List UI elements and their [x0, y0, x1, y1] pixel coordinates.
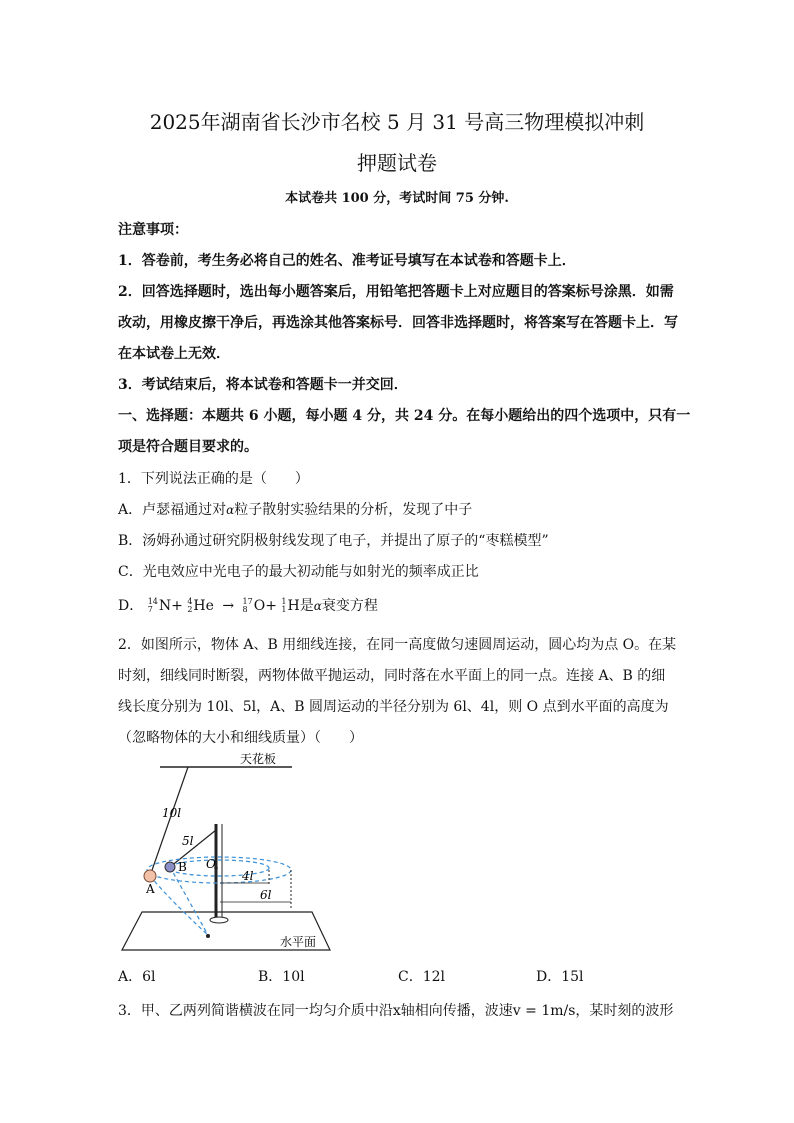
nuclide-he: He [193, 598, 214, 614]
alpha-symbol: α [313, 599, 322, 613]
q1-option-d-label: D． [118, 598, 144, 614]
q3-stem-line1: 3．甲、乙两列简谐横波在同一均匀介质中沿x轴相向传播，波速v = 1m/s，某时刻的波形 [118, 1003, 674, 1019]
q2-stem-line2: 时刻，细线同时断裂，两物体做平抛运动，同时落在水平面上的同一点。连接 A、B 的细 [118, 668, 666, 684]
ball-a [144, 870, 156, 882]
notes-item-3: 3．考试结束后，将本试卷和答题卡一并交回． [118, 377, 408, 393]
atomic-number: 8 [242, 605, 248, 614]
q1-option-d-is: 是 [299, 598, 314, 614]
q1-option-a [118, 499, 472, 519]
ceiling-label: 天花板 [240, 752, 277, 766]
reaction-arrow: → [222, 598, 235, 614]
notes-item-1: 1．答卷前，考生务必将自己的姓名、准考证号填写在本试卷和答题卡上． [118, 253, 576, 269]
notes-heading: 注意事项： [118, 222, 188, 238]
q1-option-d [118, 595, 378, 615]
notes-item-2-line2: 改动，用橡皮擦干净后，再选涂其他答案标号．回答非选择题时，将答案写在答题卡上．写 [118, 315, 678, 331]
pole-base [210, 917, 228, 923]
section1-heading-line2: 项是符合题目要求的。 [118, 439, 258, 455]
mass-number: 14 [147, 597, 158, 606]
center-o-label: O [206, 857, 216, 871]
nuclide-he-indices [187, 598, 192, 614]
notes-item-2-line1: 2．回答选择题时，选出每小题答案后，用铅笔把答题卡上对应题目的答案标号涂黑．如需 [118, 284, 674, 300]
nuclide-n-indices [148, 598, 158, 614]
landing-point [206, 934, 210, 938]
string-b-length: 5l [182, 834, 194, 848]
nuclide-o-indices [243, 598, 253, 614]
q2-choice-a: A．6l [118, 969, 156, 985]
alpha-symbol: α [226, 503, 235, 517]
nuclide-h-indices [281, 598, 286, 614]
nuclide-o: O+ [253, 598, 277, 614]
mass-number: 17 [242, 597, 253, 606]
q1-option-a-pre: A．卢瑟福通过对 [118, 502, 227, 518]
ball-b [165, 862, 175, 872]
mass-number: 4 [187, 597, 193, 606]
string-a-length: 10l [162, 806, 182, 820]
nuclide-n: N+ [158, 598, 183, 614]
notes-item-2-line3: 在本试卷上无效． [118, 346, 230, 362]
nuclide-h: H [287, 598, 300, 614]
section1-heading-line1: 一、选择题：本题共 6 小题，每小题 4 分，共 24 分。在每小题给出的四个选项中，只有一 [118, 408, 691, 424]
q1-stem: 1．下列说法正确的是（ ） [118, 471, 309, 487]
ball-a-label: A [146, 882, 155, 896]
q2-stem-line4: （忽略物体的大小和细线质量）（ ） [118, 730, 363, 746]
atomic-number: 2 [187, 605, 193, 614]
q2-stem-line1: 2．如图所示，物体 A、B 用细线连接，在同一高度做匀速圆周运动，圆心均为点 O。在某 [118, 637, 677, 653]
q2-figure [112, 752, 352, 962]
radius-b-label: 4l [242, 869, 254, 883]
exam-subtitle: 本试卷共 100 分，考试时间 75 分钟. [285, 191, 509, 206]
q2-stem-line3: 线长度分别为 10l、5l，A、B 圆周运动的半径分别为 6l、4l，则 O 点到水平面的高度为 [118, 699, 669, 715]
exam-title-line1: 2025年湖南省长沙市名校 5 月 31 号高三物理模拟冲刺 [149, 110, 645, 134]
exam-title-line2: 押题试卷 [357, 151, 437, 175]
ball-b-label: B [178, 860, 187, 874]
atomic-number: 1 [281, 605, 287, 614]
ground-label: 水平面 [280, 935, 317, 949]
q1-option-b: B．汤姆孙通过研究阴极射线发现了电子，并提出了原子的“枣糕模型” [118, 533, 549, 549]
mass-number: 1 [281, 597, 287, 606]
q1-option-a-post: 粒子散射实验结果的分析，发现了中子 [234, 502, 473, 518]
radius-a-label: 6l [260, 888, 272, 902]
q2-choice-d: D．15l [536, 969, 584, 985]
q2-choice-b: B．10l [258, 969, 305, 985]
atomic-number: 7 [147, 605, 153, 614]
q1-option-d-post: 衰变方程 [321, 598, 378, 614]
q1-option-c: C．光电效应中光电子的最大初动能与如射光的频率成正比 [118, 564, 479, 580]
q2-choice-c: C．12l [398, 969, 446, 985]
